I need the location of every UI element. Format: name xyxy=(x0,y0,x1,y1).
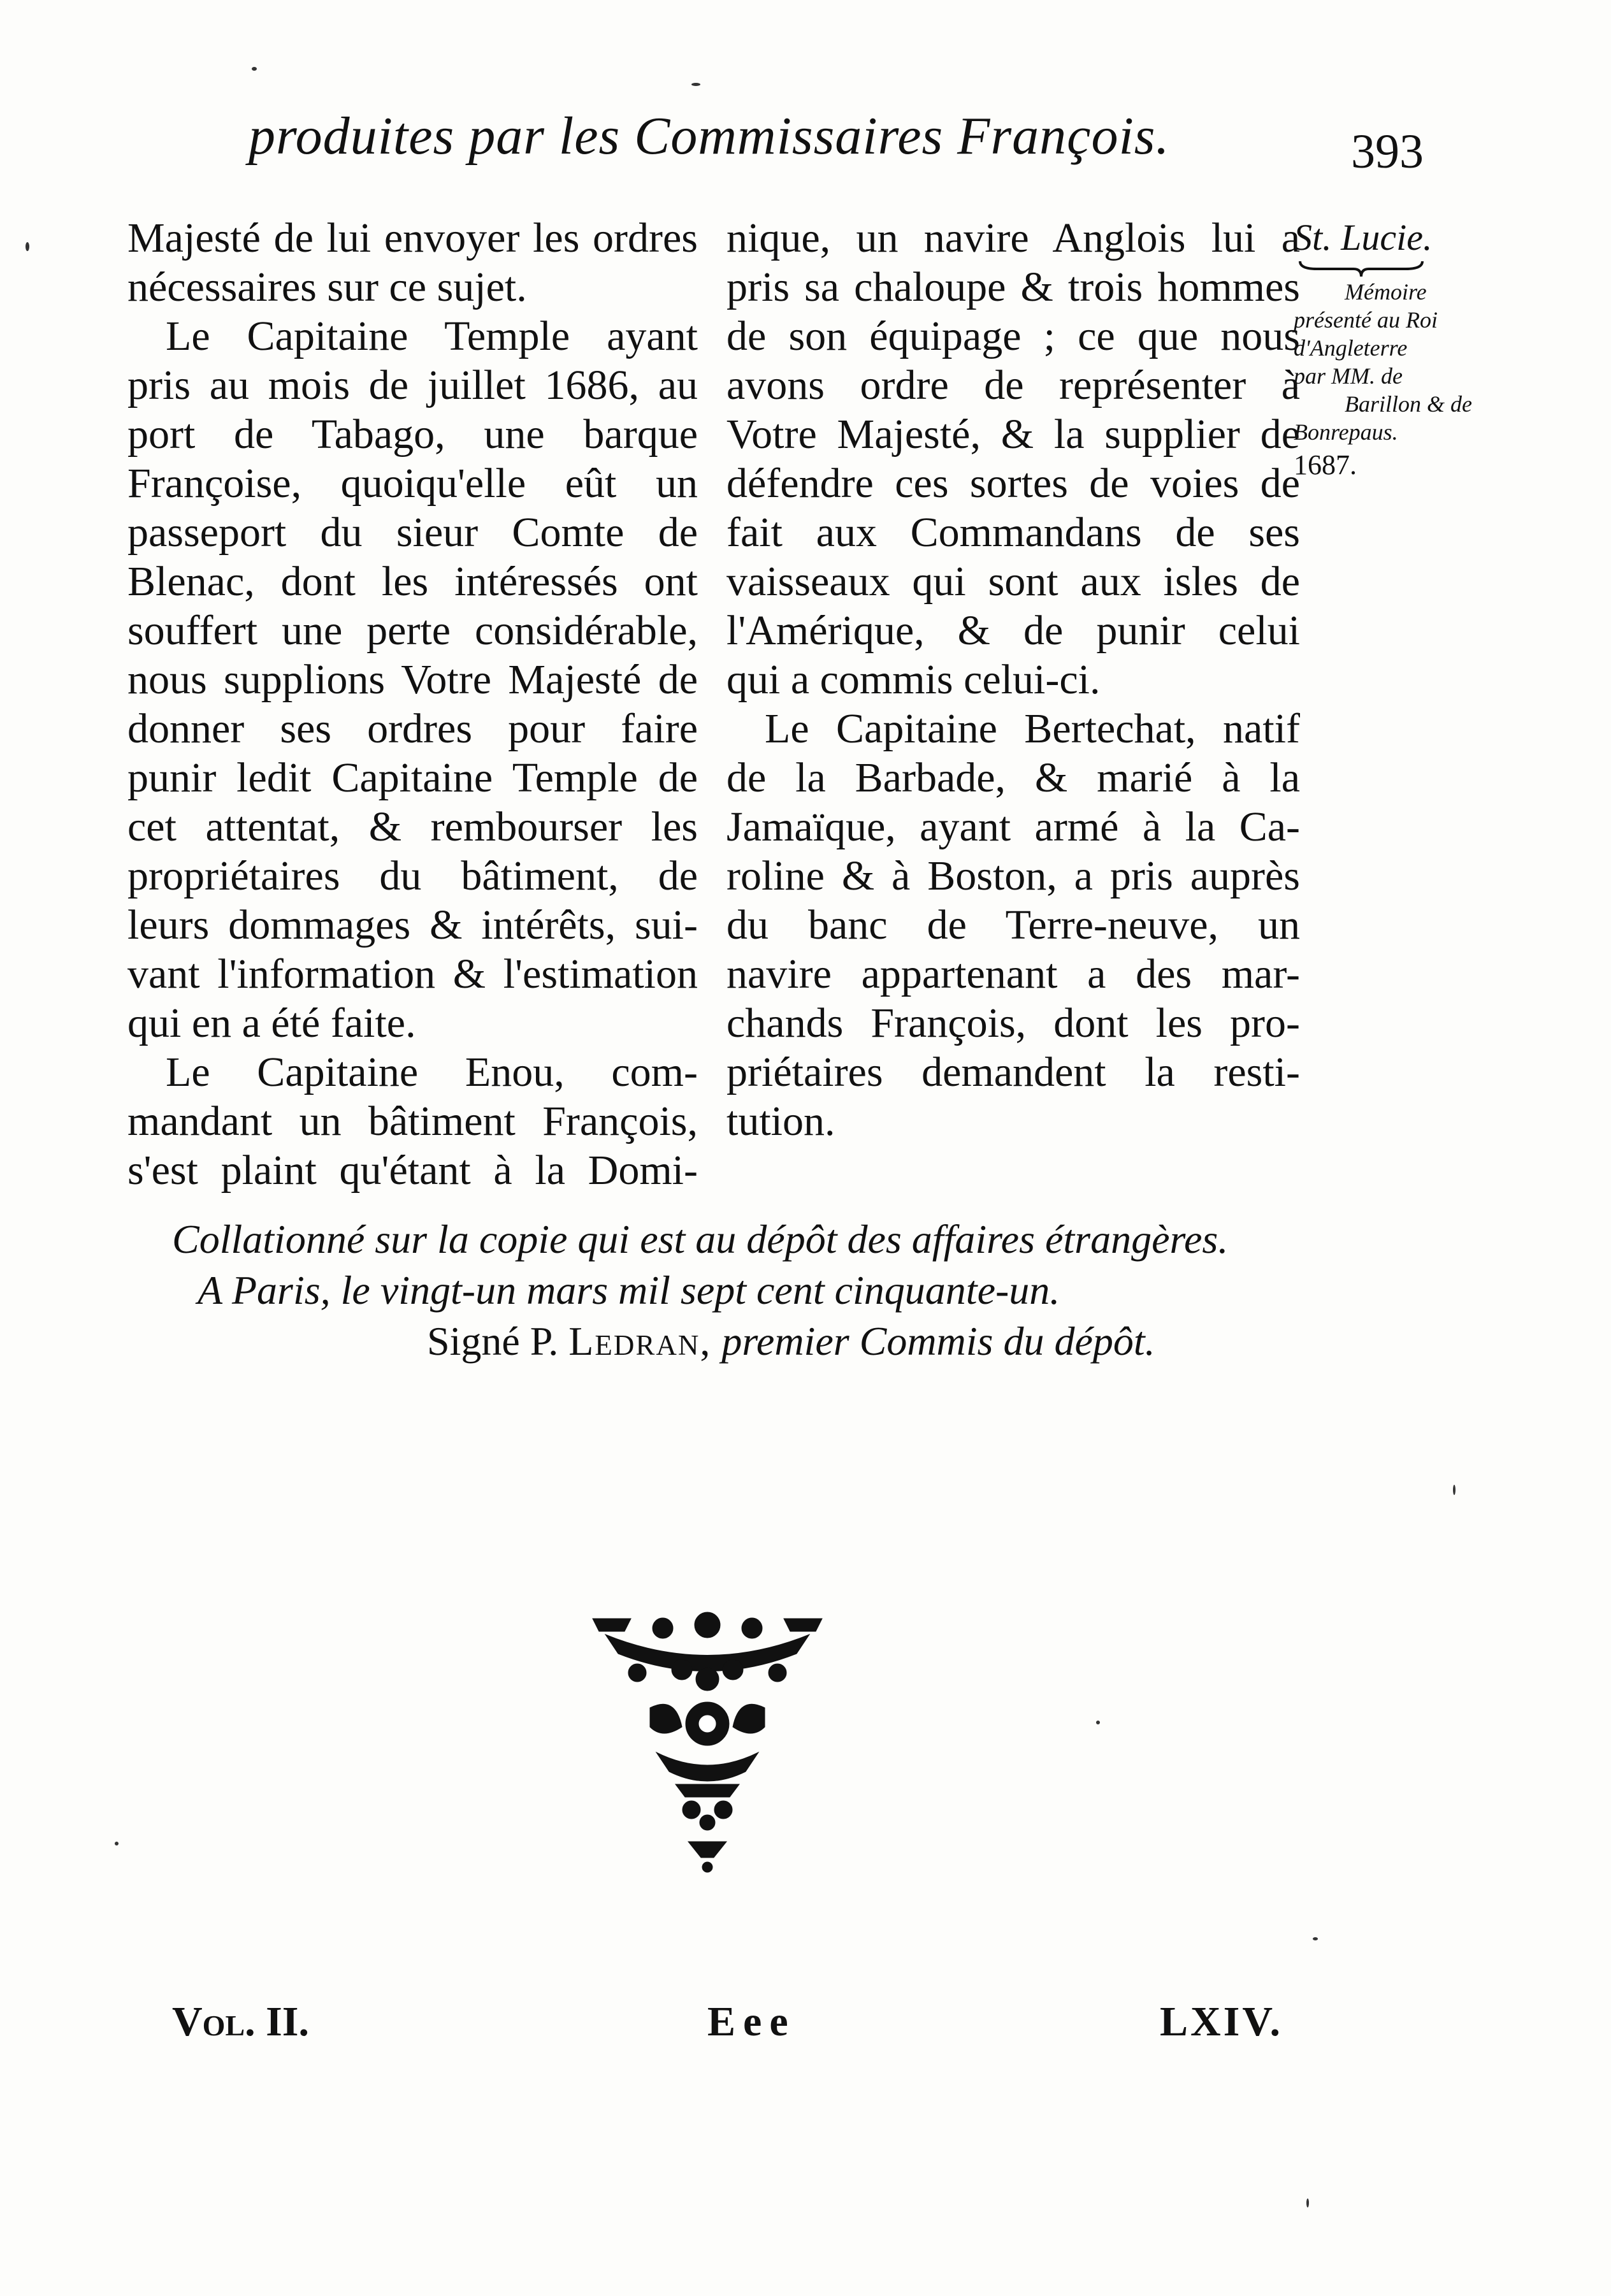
footer-sheet-number: LXIV. xyxy=(1160,1998,1283,2045)
margin-note-line: Bonrepaus. xyxy=(1294,419,1398,445)
footer-signature-mark: Eee xyxy=(707,1998,796,2045)
signature-line xyxy=(172,1316,1228,1367)
print-speck xyxy=(1306,2199,1309,2207)
text-line: Le Capitaine Temple ayant xyxy=(166,313,698,359)
footer-volume: Vol. II. xyxy=(172,1998,309,2045)
margin-place-name: St. Lucie. xyxy=(1294,217,1433,258)
text-line: pris sa chaloupe & trois hommes xyxy=(726,264,1300,310)
print-speck xyxy=(25,242,29,251)
print-speck xyxy=(252,67,257,71)
text-line: mandant un bâtiment François, xyxy=(127,1098,698,1144)
text-line: leurs dommages & intérêts, sui- xyxy=(127,902,698,948)
text-line: vant l'information & l'estimation xyxy=(127,951,698,997)
text-line: de son équipage ; ce que nous xyxy=(726,313,1300,359)
margin-note-line: Barillon & de xyxy=(1345,391,1472,417)
fleuron-ornament-icon xyxy=(586,1606,828,1874)
text-line: Majesté de lui envoyer les ordres xyxy=(127,215,698,261)
brace-icon xyxy=(1297,259,1425,278)
text-line: nous supplions Votre Majesté de xyxy=(127,656,698,703)
text-line: nique, un navire Anglois lui a xyxy=(726,215,1300,261)
signature-role: premier Commis du dépôt. xyxy=(721,1318,1155,1364)
text-line: Le Capitaine Bertechat, natif xyxy=(765,705,1300,752)
text-line: navire appartenant a des mar- xyxy=(726,951,1300,997)
text-line: avons ordre de représenter à xyxy=(726,362,1300,408)
signature-name: Ledran, xyxy=(568,1318,712,1364)
page-number: 393 xyxy=(1351,125,1424,178)
text-line: souffert une perte considérable, xyxy=(127,607,698,654)
text-line: tution. xyxy=(726,1098,835,1144)
print-speck xyxy=(115,1842,119,1845)
text-line: passeport du sieur Comte de xyxy=(127,509,698,556)
text-line: défendre ces sortes de voies de xyxy=(726,460,1300,507)
text-line: fait aux Commandans de ses xyxy=(726,509,1300,556)
text-line: pris au mois de juillet 1686, au xyxy=(127,362,698,408)
text-line: Jamaïque, ayant armé à la Ca- xyxy=(726,804,1300,850)
text-line: priétaires demandent la resti- xyxy=(726,1049,1300,1095)
text-line: vaisseaux qui sont aux isles de xyxy=(726,558,1300,605)
margin-note-line: par MM. de xyxy=(1294,363,1403,389)
margin-note-line: Mémoire xyxy=(1345,279,1427,305)
running-title: produites par les Commissaires François. xyxy=(249,106,1170,166)
text-line: donner ses ordres pour faire xyxy=(127,705,698,752)
left-text-column xyxy=(127,213,698,1195)
text-line: qui a commis celui-ci. xyxy=(726,656,1101,703)
text-line: s'est plaint qu'étant à la Domi- xyxy=(127,1147,698,1194)
text-line: punir ledit Capitaine Temple de xyxy=(127,755,698,801)
text-line: Votre Majesté, & la supplier de xyxy=(726,411,1300,458)
signature-prefix: Signé P. xyxy=(427,1318,559,1364)
attestation-block xyxy=(172,1214,1228,1367)
text-line: du banc de Terre-neuve, un xyxy=(726,902,1300,948)
text-line: l'Amérique, & de punir celui xyxy=(726,607,1300,654)
text-line: Le Capitaine Enou, com- xyxy=(166,1049,698,1095)
attestation-line: A Paris, le vingt-un mars mil sept cent cinquante-un. xyxy=(198,1267,1060,1313)
text-line: propriétaires du bâtiment, de xyxy=(127,853,698,899)
text-line: qui en a été faite. xyxy=(127,1000,416,1046)
text-line: Blenac, dont les intéressés ont xyxy=(127,558,698,605)
print-speck xyxy=(691,83,700,86)
text-line: port de Tabago, une barque xyxy=(127,411,698,458)
text-line: cet attentat, & rembourser les xyxy=(127,804,698,850)
print-speck xyxy=(1453,1485,1456,1495)
margin-year: 1687. xyxy=(1294,449,1357,480)
margin-note-line: d'Angleterre xyxy=(1294,335,1408,361)
text-line: Françoise, quoiqu'elle eût un xyxy=(127,460,698,507)
print-speck xyxy=(1096,1721,1100,1724)
attestation-line: Collationné sur la copie qui est au dépôt des affaires étrangères. xyxy=(172,1217,1229,1262)
text-line: de la Barbade, & marié à la xyxy=(726,755,1300,801)
margin-note xyxy=(1294,217,1472,484)
print-speck xyxy=(1313,1937,1318,1940)
text-line: nécessaires sur ce sujet. xyxy=(127,264,527,310)
text-line: chands François, dont les pro- xyxy=(726,1000,1300,1046)
text-line: roline & à Boston, a pris auprès xyxy=(726,853,1300,899)
margin-note-line: présenté au Roi xyxy=(1294,307,1438,333)
right-text-column xyxy=(726,213,1300,1146)
